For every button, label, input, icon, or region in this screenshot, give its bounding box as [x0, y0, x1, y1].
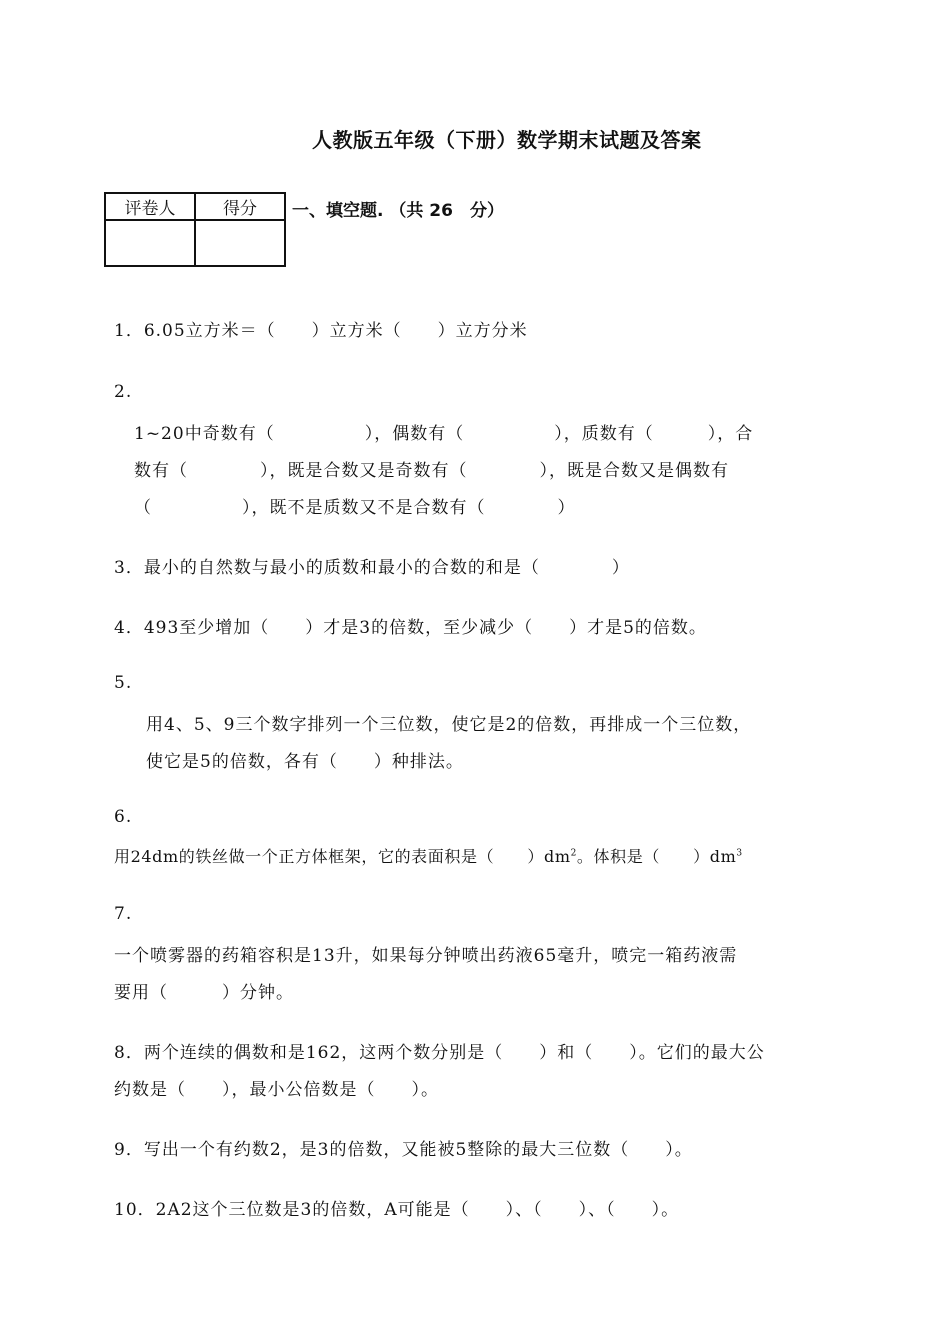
question-2-line-3: （ ），既不是质数又不是合数有（ ）: [134, 498, 576, 518]
grader-table: [104, 192, 286, 267]
question-6-superscript-2: 2: [570, 848, 577, 859]
question-1: 1．6.05立方米＝（ ）立方米（ ）立方分米: [114, 321, 528, 341]
question-7-number: 7.: [114, 904, 133, 924]
page-title: 人教版五年级（下册）数学期末试题及答案: [312, 128, 702, 152]
question-8-line-2: 约数是（ ），最小公倍数是（ ）。: [114, 1080, 439, 1100]
question-6-part-b: 。体积是（ ）dm: [576, 847, 737, 866]
question-5-line-2: 使它是5的倍数，各有（ ）种排法。: [146, 752, 464, 772]
question-2-line-1: 1~20中奇数有（ ），偶数有（ ），质数有（ ），合: [134, 424, 754, 444]
question-6-superscript-3: 3: [736, 848, 743, 859]
section-title: 一、填空题. （共 26 分）: [292, 201, 504, 221]
grader-header-score: 得分: [195, 193, 285, 220]
question-2-line-2: 数有（ ），既是合数又是奇数有（ ），既是合数又是偶数有: [134, 461, 729, 481]
question-5-line-1: 用4、5、9三个数字排列一个三位数，使它是2的倍数，再排成一个三位数，: [146, 715, 752, 735]
question-4: 4．493至少增加（ ）才是3的倍数，至少减少（ ）才是5的倍数。: [114, 618, 707, 638]
question-9: 9．写出一个有约数2，是3的倍数，又能被5整除的最大三位数（ ）。: [114, 1140, 693, 1160]
question-3: 3．最小的自然数与最小的质数和最小的合数的和是（ ）: [114, 558, 630, 578]
question-2-number: 2.: [114, 382, 133, 402]
question-6-part-a: 用24dm的铁丝做一个正方体框架，它的表面积是（ ）dm: [114, 847, 571, 866]
question-5-number: 5.: [114, 673, 133, 693]
grader-header-reviewer: 评卷人: [105, 193, 195, 220]
question-6-line: [114, 844, 743, 867]
grader-cell-score: [195, 220, 285, 266]
grader-cell-reviewer: [105, 220, 195, 266]
question-6-number: 6.: [114, 807, 133, 827]
question-7-line-1: 一个喷雾器的药箱容积是13升，如果每分钟喷出药液65毫升，喷完一箱药液需: [114, 946, 738, 966]
question-8-line-1: 8．两个连续的偶数和是162，这两个数分别是（ ）和（ ）。它们的最大公: [114, 1043, 765, 1063]
question-7-line-2: 要用（ ）分钟。: [114, 983, 294, 1003]
question-10: 10．2A2这个三位数是3的倍数，A可能是（ ）、（ ）、（ ）。: [114, 1200, 680, 1220]
